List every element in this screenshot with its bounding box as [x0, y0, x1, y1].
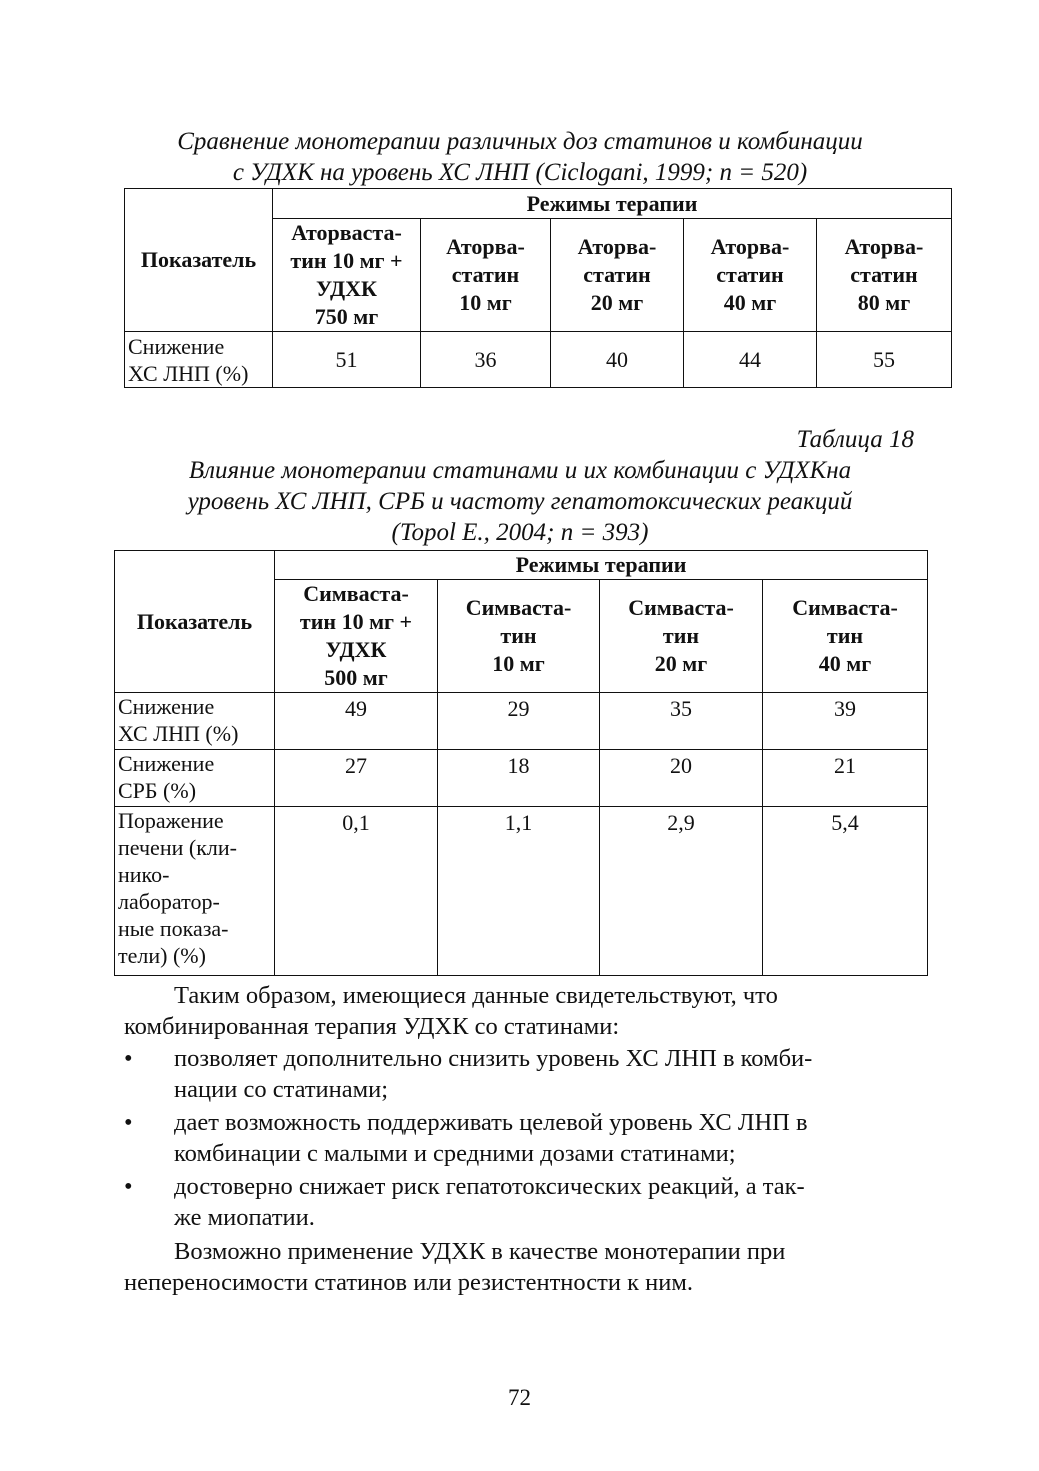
header-line: 10 мг [459, 290, 512, 315]
text-line: нации со статинами; [174, 1076, 389, 1103]
label-line: Снижение [118, 694, 215, 719]
table-cell: 21 [763, 750, 928, 807]
header-line: статин [583, 262, 651, 287]
header-line: 40 мг [818, 651, 872, 676]
row-label [125, 332, 273, 388]
table-row [115, 807, 928, 976]
text-line: же миопатии. [174, 1204, 315, 1231]
header-line: Аторваста- [291, 220, 402, 245]
table1 [124, 188, 952, 388]
header-line: Симваста- [628, 595, 734, 620]
table-cell: 35 [600, 693, 763, 750]
table-cell: 36 [421, 332, 551, 388]
table-cell: 49 [275, 693, 438, 750]
table2 [114, 550, 928, 976]
bullet-list [124, 1043, 914, 1235]
header-line: статин [716, 262, 784, 287]
bullet-icon: • [124, 1109, 133, 1136]
table-cell: 55 [817, 332, 952, 388]
table1-column-header [551, 219, 684, 332]
table1-column-header [684, 219, 817, 332]
text-line: позволяет дополнительно снизить уровень ХС ЛНП в комби- [174, 1045, 813, 1072]
bullet-icon: • [124, 1173, 133, 1200]
label-line: СРБ (%) [118, 778, 197, 803]
header-line: Симваста- [465, 595, 572, 620]
table1-caption [110, 126, 930, 188]
header-line: Аторва- [844, 234, 924, 259]
table1-caption-line: Сравнение монотерапии различных доз статинов и комбинации [177, 128, 863, 155]
header-line: 750 мг [314, 304, 379, 329]
table-cell: 44 [684, 332, 817, 388]
header-line: 40 мг [723, 290, 777, 315]
page-number: 72 [508, 1385, 531, 1410]
text-line: достоверно снижает риск гепатотоксических реакций, а так- [174, 1173, 805, 1200]
label-line: ХС ЛНП (%) [128, 360, 249, 386]
table2-column-header [438, 580, 600, 693]
header-line: статин [451, 262, 520, 287]
table2-indicator-header: Показатель [115, 551, 275, 693]
header-line: тин [662, 623, 700, 648]
bullet-item [124, 1107, 914, 1169]
header-line: 20 мг [654, 651, 708, 676]
table1-indicator-header: Показатель [125, 189, 273, 332]
table2-caption-line: (Topol E., 2004; n = 393) [391, 519, 649, 546]
table2-caption [110, 455, 930, 548]
header-line: тин 10 мг + [290, 248, 403, 273]
table-cell: 20 [600, 750, 763, 807]
table1-column-header [817, 219, 952, 332]
header-line: тин [826, 623, 864, 648]
label-line: Поражение [118, 808, 224, 833]
header-line: УДХК [316, 276, 377, 301]
table-cell: 27 [275, 750, 438, 807]
text-line: непереносимости статинов или резистентности к ним. [124, 1269, 693, 1296]
table1-column-header [421, 219, 551, 332]
table2-number: Таблица 18 [796, 426, 914, 453]
label-line: нико- [118, 862, 170, 887]
table-cell: 2,9 [600, 807, 763, 976]
intro-paragraph [124, 980, 919, 1042]
table2-caption-line: Влияние монотерапии статинами и их комбинации с УДХКна [188, 457, 852, 484]
bullet-item [124, 1043, 914, 1105]
header-line: статин [850, 262, 918, 287]
table-cell: 51 [273, 332, 421, 388]
label-line: Снижение [128, 333, 225, 359]
text-line: Возможно применение УДХК в качестве монотерапии при [174, 1238, 786, 1265]
label-line: лаборатор- [118, 889, 220, 914]
table2-column-header [600, 580, 763, 693]
table-cell: 5,4 [763, 807, 928, 976]
text-line: Таким образом, имеющиеся данные свидетельствуют, что [174, 982, 778, 1009]
row-label [115, 693, 275, 750]
header-line: 10 мг [492, 651, 545, 676]
header-line: тин [500, 623, 537, 648]
table2-group-header: Режимы терапии [275, 551, 928, 580]
header-line: 80 мг [857, 290, 911, 315]
bullet-item [124, 1171, 914, 1233]
text-line: комбинированная терапия УДХК со статинами: [124, 1013, 620, 1040]
table-cell: 0,1 [275, 807, 438, 976]
table2-column-header [275, 580, 438, 693]
header-line: Аторва- [710, 234, 790, 259]
table1-caption-line: с УДХК на уровень ХС ЛНП (Ciclogani, 1999; n = 520) [232, 159, 808, 186]
table2-column-header [763, 580, 928, 693]
label-line: тели) (%) [118, 943, 206, 968]
header-line: Аторва- [446, 234, 525, 259]
table-cell: 40 [551, 332, 684, 388]
label-line: ХС ЛНП (%) [118, 721, 239, 746]
label-line: ные показа- [118, 916, 229, 941]
row-label [115, 750, 275, 807]
table-cell: 39 [763, 693, 928, 750]
table1-column-header [273, 219, 421, 332]
header-line: Аторва- [577, 234, 657, 259]
table2-caption-line: уровень ХС ЛНП, СРБ и частоту гепатотоксических реакций [187, 488, 853, 515]
closing-paragraph [124, 1236, 919, 1298]
table-row [115, 750, 928, 807]
table-cell: 18 [438, 750, 600, 807]
table-cell: 1,1 [438, 807, 600, 976]
header-line: Симваста- [792, 595, 898, 620]
table-cell: 29 [438, 693, 600, 750]
table-row [125, 332, 952, 388]
header-line: УДХК [325, 637, 387, 662]
header-line: 20 мг [590, 290, 644, 315]
bullet-icon: • [124, 1045, 133, 1072]
header-line: тин 10 мг + [299, 609, 413, 634]
label-line: печени (кли- [118, 835, 237, 860]
header-line: Симваста- [303, 581, 409, 606]
table1-group-header: Режимы терапии [273, 189, 952, 219]
text-line: дает возможность поддерживать целевой уровень ХС ЛНП в [174, 1109, 808, 1136]
table-row [115, 693, 928, 750]
header-line: 500 мг [324, 665, 388, 690]
label-line: Снижение [118, 751, 215, 776]
row-label [115, 807, 275, 976]
text-line: комбинации с малыми и средними дозами статинами; [174, 1140, 736, 1167]
